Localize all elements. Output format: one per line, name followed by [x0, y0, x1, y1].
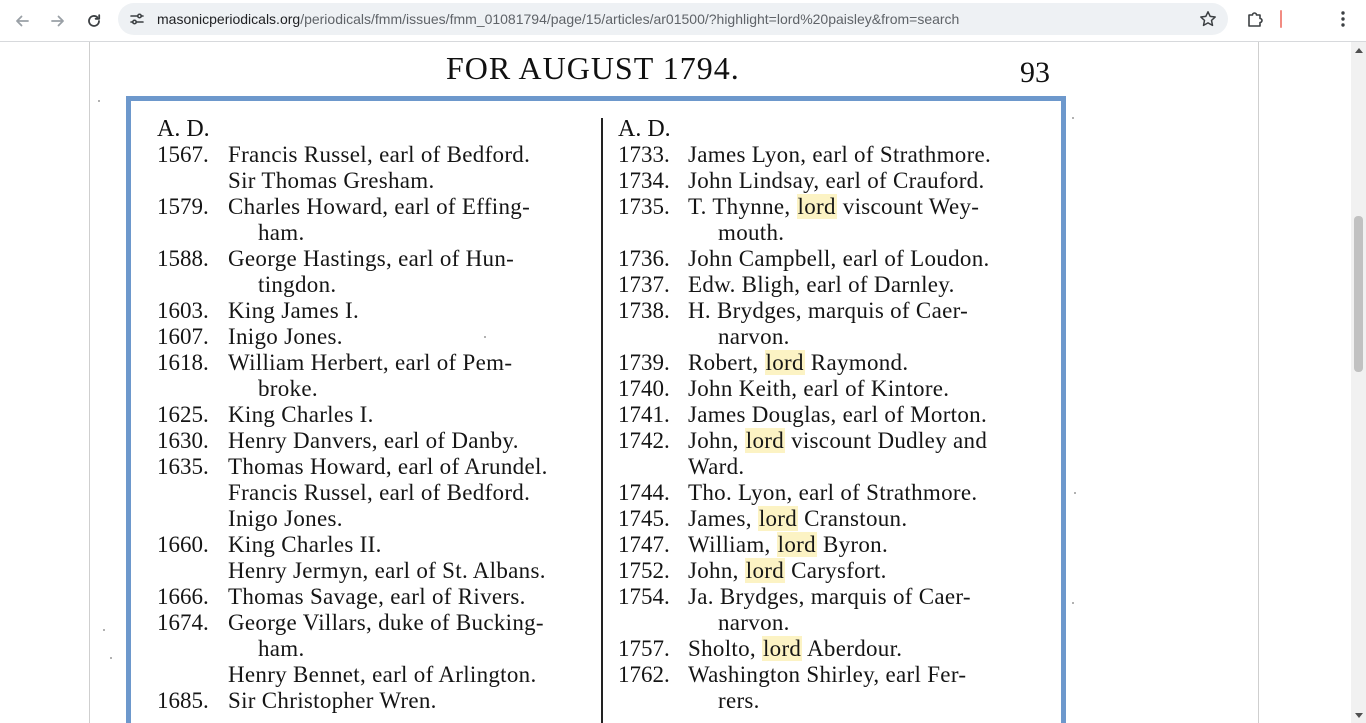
- register-entry: [618, 688, 1058, 714]
- entry-name: [688, 662, 966, 688]
- vertical-scrollbar[interactable]: [1351, 42, 1366, 723]
- entry-text: James Douglas, earl of Morton.: [688, 402, 987, 427]
- entry-name: [718, 324, 790, 350]
- entry-text: Ja. Brydges, marquis of Caer-: [688, 584, 971, 609]
- entry-year: 1685.: [157, 688, 209, 713]
- register-entry: [157, 298, 597, 324]
- entry-year: 1738.: [618, 298, 670, 323]
- entry-name: [688, 298, 968, 324]
- entry-text: James Lyon, earl of Strathmore.: [688, 142, 992, 167]
- register-entry: [618, 194, 1058, 220]
- entry-name: Sir Thomas Gresham.: [228, 168, 435, 193]
- arrow-left-icon: [14, 13, 30, 29]
- left-column-heading: A. D.: [157, 116, 210, 142]
- tune-icon: [129, 11, 145, 27]
- site-info-button[interactable]: [126, 8, 148, 30]
- entry-text: John,: [688, 428, 745, 453]
- register-entry: [157, 532, 597, 558]
- register-entry: [618, 532, 1058, 558]
- register-entry: [157, 272, 597, 298]
- register-entry: [618, 298, 1058, 324]
- entry-name: Inigo Jones.: [228, 324, 343, 349]
- entry-name: [688, 480, 977, 506]
- entry-name: [688, 454, 744, 480]
- entry-text: T. Thynne,: [688, 194, 797, 219]
- scan-speck: [110, 657, 112, 659]
- scroll-down-arrow[interactable]: [1351, 708, 1366, 723]
- entry-name: George Hastings, earl of Hun-: [228, 246, 515, 271]
- register-entry: [618, 584, 1058, 610]
- register-entry: [157, 350, 597, 376]
- register-entry: [157, 506, 597, 532]
- entry-name: ham.: [258, 636, 305, 661]
- caret-up-icon: [1355, 47, 1363, 53]
- register-entry: [157, 194, 597, 220]
- entry-year: 1739.: [618, 350, 670, 375]
- register-entry: [618, 428, 1058, 454]
- entry-name: Francis Russel, earl of Bedford.: [228, 480, 531, 505]
- page-edge-right: [1258, 42, 1259, 723]
- extensions-button[interactable]: [1243, 6, 1267, 32]
- entry-text: Washington Shirley, earl Fer-: [688, 662, 967, 687]
- scroll-up-arrow[interactable]: [1351, 42, 1366, 57]
- register-entry: [157, 376, 597, 402]
- entry-year: 1740.: [618, 376, 670, 401]
- entry-name: [718, 688, 760, 714]
- reload-icon: [86, 13, 102, 29]
- star-icon: [1199, 10, 1217, 28]
- entry-name: Francis Russel, earl of Bedford.: [228, 142, 531, 167]
- entry-text: narvon.: [718, 324, 790, 349]
- entry-year: 1741.: [618, 402, 670, 427]
- entry-text: Aberdour.: [802, 636, 903, 661]
- scan-speck: [98, 100, 100, 102]
- search-highlight: lord: [758, 506, 798, 531]
- register-entry: [157, 402, 597, 428]
- puzzle-icon: [1246, 10, 1264, 28]
- entry-name: Inigo Jones.: [228, 506, 343, 531]
- scan-speck: [484, 336, 486, 338]
- entry-text: Tho. Lyon, earl of Strathmore.: [688, 480, 978, 505]
- register-entry: [157, 142, 597, 168]
- register-entry: [618, 350, 1058, 376]
- entry-year: 1752.: [618, 558, 670, 583]
- register-entry: [157, 662, 597, 688]
- search-highlight: lord: [745, 558, 785, 583]
- entry-year: 1742.: [618, 428, 670, 453]
- right-column-heading: A. D.: [618, 116, 671, 142]
- entry-text: John Campbell, earl of Loudon.: [688, 246, 990, 271]
- register-entry: [618, 168, 1058, 194]
- entry-year: 1734.: [618, 168, 670, 193]
- entry-year: 1735.: [618, 194, 670, 219]
- register-entry: [618, 402, 1058, 428]
- entry-name: King Charles II.: [228, 532, 382, 557]
- entry-name: [688, 558, 887, 584]
- register-entry: [157, 636, 597, 662]
- entry-text: Sholto,: [688, 636, 762, 661]
- entry-text: John Lindsay, earl of Crauford.: [688, 168, 985, 193]
- right-column-entries: [618, 142, 1058, 714]
- caret-down-icon: [1355, 713, 1363, 719]
- register-entry: [157, 584, 597, 610]
- entry-year: 1567.: [157, 142, 209, 167]
- entry-year: 1744.: [618, 480, 670, 505]
- kebab-menu-icon: [1341, 11, 1345, 27]
- entry-name: tingdon.: [258, 272, 337, 297]
- entry-name: [688, 402, 987, 428]
- entry-name: Henry Jermyn, earl of St. Albans.: [228, 558, 546, 583]
- entry-year: 1666.: [157, 584, 209, 609]
- register-entry: [157, 246, 597, 272]
- entry-text: narvon.: [718, 610, 790, 635]
- scan-speck: [1072, 117, 1074, 119]
- entry-name: Thomas Howard, earl of Arundel.: [228, 454, 548, 479]
- entry-name: Henry Bennet, earl of Arlington.: [228, 662, 537, 687]
- entry-year: 1630.: [157, 428, 209, 453]
- register-entry: [157, 168, 597, 194]
- register-entry: [618, 506, 1058, 532]
- forward-button[interactable]: [43, 6, 73, 36]
- profile-indicator[interactable]: [1280, 10, 1282, 28]
- entry-text: Raymond.: [804, 350, 909, 375]
- entry-year: 1603.: [157, 298, 209, 323]
- left-column-entries: [157, 142, 597, 714]
- entry-text: John Keith, earl of Kintore.: [688, 376, 950, 401]
- register-entry: [157, 558, 597, 584]
- scan-running-header: FOR AUGUST 1794.: [446, 50, 740, 86]
- entry-name: [688, 428, 987, 454]
- entry-name: William Herbert, earl of Pem-: [228, 350, 513, 375]
- entry-name: [718, 610, 790, 636]
- entry-name: [688, 350, 908, 376]
- entry-year: 1757.: [618, 636, 670, 661]
- scan-speck: [103, 629, 105, 631]
- search-highlight: lord: [797, 194, 836, 219]
- entry-name: George Villars, duke of Bucking-: [228, 610, 544, 635]
- entry-year: 1736.: [618, 246, 670, 271]
- register-entry: [618, 272, 1058, 298]
- entry-name: [688, 376, 949, 402]
- register-entry: [157, 688, 597, 714]
- entry-text: viscount Dudley and: [785, 428, 988, 453]
- url-path: /periodicals/fmm/issues/fmm_01081794/page/15/articles/ar01500/?highlight=lord%20paisley&from=search: [300, 11, 960, 27]
- register-entry: [157, 610, 597, 636]
- register-entry: [157, 220, 597, 246]
- entry-name: [688, 142, 991, 168]
- entry-year: 1747.: [618, 532, 670, 557]
- entry-text: Byron.: [816, 532, 889, 557]
- entry-name: [688, 584, 971, 610]
- register-entry: [618, 246, 1058, 272]
- search-highlight: lord: [765, 350, 804, 375]
- arrow-right-icon: [50, 13, 66, 29]
- entry-year: 1660.: [157, 532, 209, 557]
- entry-text: H. Brydges, marquis of Caer-: [688, 298, 969, 323]
- entry-year: 1625.: [157, 402, 209, 427]
- register-entry: [618, 324, 1058, 350]
- back-button[interactable]: [7, 6, 37, 36]
- browser-toolbar: [0, 0, 1366, 42]
- entry-text: William,: [688, 532, 777, 557]
- entry-year: 1754.: [618, 584, 670, 609]
- entry-name: [688, 532, 888, 558]
- entry-text: John,: [688, 558, 745, 583]
- url-host: masonicperiodicals.org: [157, 11, 301, 27]
- entry-name: Henry Danvers, earl of Danby.: [228, 428, 519, 453]
- register-entry: [157, 480, 597, 506]
- register-entry: [618, 142, 1058, 168]
- entry-text: mouth.: [718, 220, 785, 245]
- entry-name: [688, 636, 902, 662]
- register-entry: [157, 428, 597, 454]
- entry-text: rers.: [718, 688, 760, 713]
- scan-speck: [1074, 492, 1076, 494]
- entry-name: [688, 506, 907, 532]
- register-entry: [618, 558, 1058, 584]
- entry-name: [688, 246, 990, 272]
- entry-text: viscount Wey-: [836, 194, 980, 219]
- entry-text: Edw. Bligh, earl of Darnley.: [688, 272, 955, 297]
- entry-name: [688, 272, 955, 298]
- entry-name: Sir Christopher Wren.: [228, 688, 437, 713]
- entry-name: Thomas Savage, earl of Rivers.: [228, 584, 526, 609]
- register-entry: [618, 662, 1058, 688]
- scan-speck: [1072, 602, 1074, 604]
- entry-name: King James I.: [228, 298, 360, 323]
- page-viewport: [0, 42, 1351, 723]
- entry-year: 1607.: [157, 324, 209, 349]
- entry-text: Ward.: [688, 454, 745, 479]
- entry-year: 1737.: [618, 272, 670, 297]
- entry-text: Cranstoun.: [798, 506, 908, 531]
- register-entry: [157, 454, 597, 480]
- register-entry: [618, 376, 1058, 402]
- entry-text: Robert,: [688, 350, 765, 375]
- entry-name: broke.: [258, 376, 318, 401]
- page-edge-left: [89, 42, 90, 723]
- entry-name: [688, 168, 985, 194]
- entry-year: 1733.: [618, 142, 670, 167]
- entry-name: King Charles I.: [228, 402, 374, 427]
- entry-year: 1674.: [157, 610, 209, 635]
- address-bar[interactable]: [118, 3, 1228, 35]
- entry-year: 1745.: [618, 506, 670, 531]
- entry-year: 1618.: [157, 350, 209, 375]
- entry-year: 1762.: [618, 662, 670, 687]
- register-entry: [618, 480, 1058, 506]
- browser-menu-button[interactable]: [1330, 6, 1356, 32]
- entry-name: ham.: [258, 220, 305, 245]
- search-highlight: lord: [762, 636, 802, 661]
- scrollbar-thumb[interactable]: [1354, 216, 1363, 372]
- column-divider: [601, 118, 603, 723]
- register-entry: [618, 610, 1058, 636]
- entry-name: [688, 194, 979, 220]
- entry-year: 1579.: [157, 194, 209, 219]
- entry-name: [718, 220, 784, 246]
- scan-page-number: 93: [1020, 56, 1050, 89]
- entry-name: Charles Howard, earl of Effing-: [228, 194, 531, 219]
- register-entry: [618, 220, 1058, 246]
- entry-year: 1635.: [157, 454, 209, 479]
- url-text[interactable]: [157, 10, 959, 28]
- reload-button[interactable]: [79, 6, 109, 36]
- register-entry: [157, 324, 597, 350]
- register-entry: [618, 636, 1058, 662]
- entry-text: Carysfort.: [785, 558, 887, 583]
- register-entry: [618, 454, 1058, 480]
- entry-year: 1588.: [157, 246, 209, 271]
- bookmark-star-button[interactable]: [1198, 9, 1218, 29]
- search-highlight: lord: [745, 428, 785, 453]
- entry-text: James,: [688, 506, 758, 531]
- search-highlight: lord: [777, 532, 816, 557]
